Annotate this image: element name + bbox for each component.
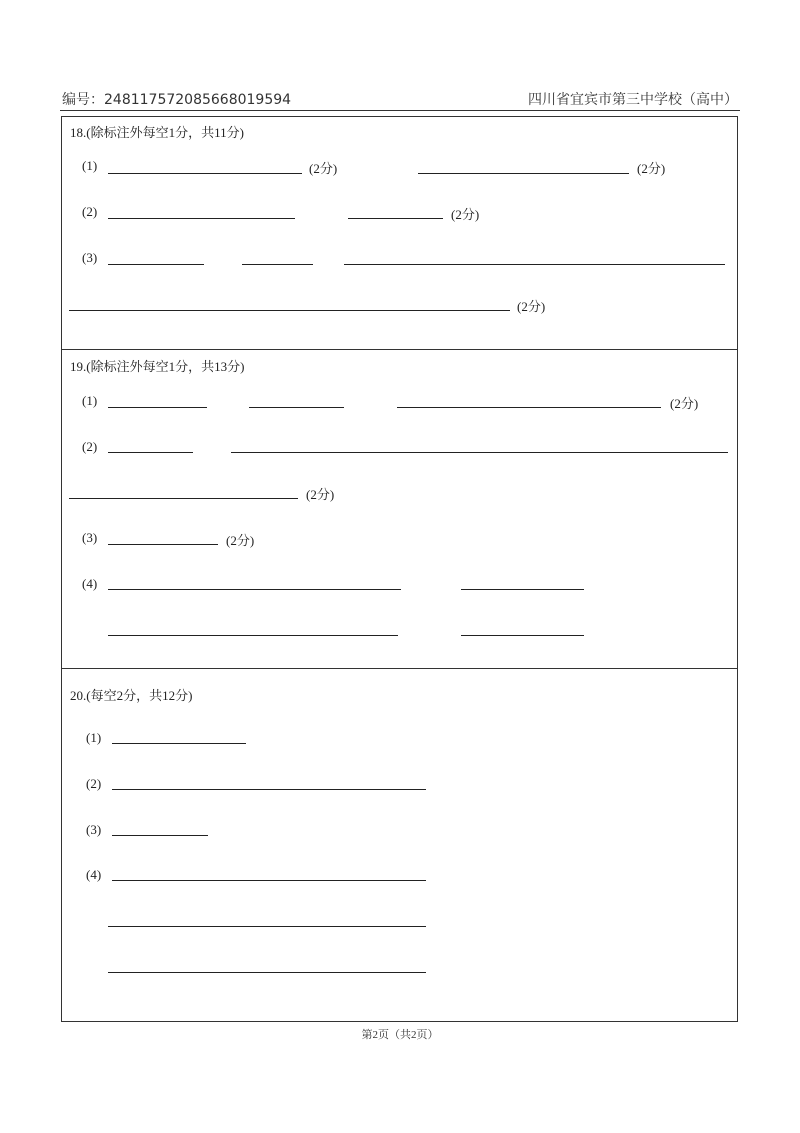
q19-2-blank-b[interactable] — [231, 452, 728, 453]
q19-2-blank-c[interactable] — [69, 498, 298, 499]
q20-part-3-label: (3) — [86, 822, 102, 837]
school-name: 四川省宜宾市第三中学校（高中） — [528, 92, 738, 108]
q18-1-blank-b[interactable] — [418, 173, 629, 174]
question-20-box — [61, 668, 738, 1022]
q18-3-points: (2分) — [517, 299, 546, 314]
q20-3-blank[interactable] — [112, 835, 208, 836]
q20-4-blank-b[interactable] — [108, 926, 426, 927]
q18-3-blank-a[interactable] — [108, 264, 204, 265]
q20-part-4-label: (4) — [86, 867, 102, 882]
q20-4-blank-c[interactable] — [108, 972, 426, 973]
q19-1-blank-c[interactable] — [397, 407, 661, 408]
q20-2-blank[interactable] — [112, 789, 426, 790]
q19-4-blank-c[interactable] — [108, 635, 398, 636]
q19-part-1-label: (1) — [82, 393, 98, 408]
q18-2-blank-b[interactable] — [348, 218, 443, 219]
q19-part-4-label: (4) — [82, 576, 98, 591]
q18-1-blank-a[interactable] — [108, 173, 302, 174]
q18-1-points-a: (2分) — [309, 161, 338, 176]
q19-part-3-label: (3) — [82, 530, 98, 545]
q19-1-points: (2分) — [670, 396, 699, 411]
q18-1-points-b: (2分) — [637, 161, 666, 176]
page-number: 第2页（共2页） — [361, 1029, 439, 1041]
question-18-box — [61, 116, 738, 350]
q18-3-blank-d[interactable] — [69, 310, 510, 311]
q18-2-points: (2分) — [451, 207, 480, 222]
q18-part-3-label: (3) — [82, 250, 98, 265]
q18-3-blank-b[interactable] — [242, 264, 313, 265]
q19-4-blank-b[interactable] — [461, 589, 584, 590]
q18-part-1-label: (1) — [82, 158, 98, 173]
header-rule — [60, 110, 740, 111]
question-19-title: 19.(除标注外每空1分，共13分) — [70, 359, 245, 374]
q20-part-1-label: (1) — [86, 730, 102, 745]
q20-1-blank[interactable] — [112, 743, 246, 744]
q18-part-2-label: (2) — [82, 204, 98, 219]
q19-1-blank-b[interactable] — [249, 407, 344, 408]
q19-2-blank-a[interactable] — [108, 452, 193, 453]
q18-3-blank-c[interactable] — [344, 264, 725, 265]
serial-number: 编号：248117572085668019594 — [62, 92, 292, 108]
q19-4-blank-d[interactable] — [461, 635, 584, 636]
q20-part-2-label: (2) — [86, 776, 102, 791]
q19-part-2-label: (2) — [82, 439, 98, 454]
q19-3-blank[interactable] — [108, 544, 218, 545]
q19-2-points: (2分) — [306, 487, 335, 502]
question-20-title: 20.(每空2分，共12分) — [70, 688, 193, 703]
question-19-box — [61, 349, 738, 669]
q18-2-blank-a[interactable] — [108, 218, 295, 219]
q19-4-blank-a[interactable] — [108, 589, 401, 590]
question-18-title: 18.(除标注外每空1分，共11分) — [70, 125, 244, 140]
q20-4-blank-a[interactable] — [112, 880, 426, 881]
q19-1-blank-a[interactable] — [108, 407, 207, 408]
q19-3-points: (2分) — [226, 533, 255, 548]
